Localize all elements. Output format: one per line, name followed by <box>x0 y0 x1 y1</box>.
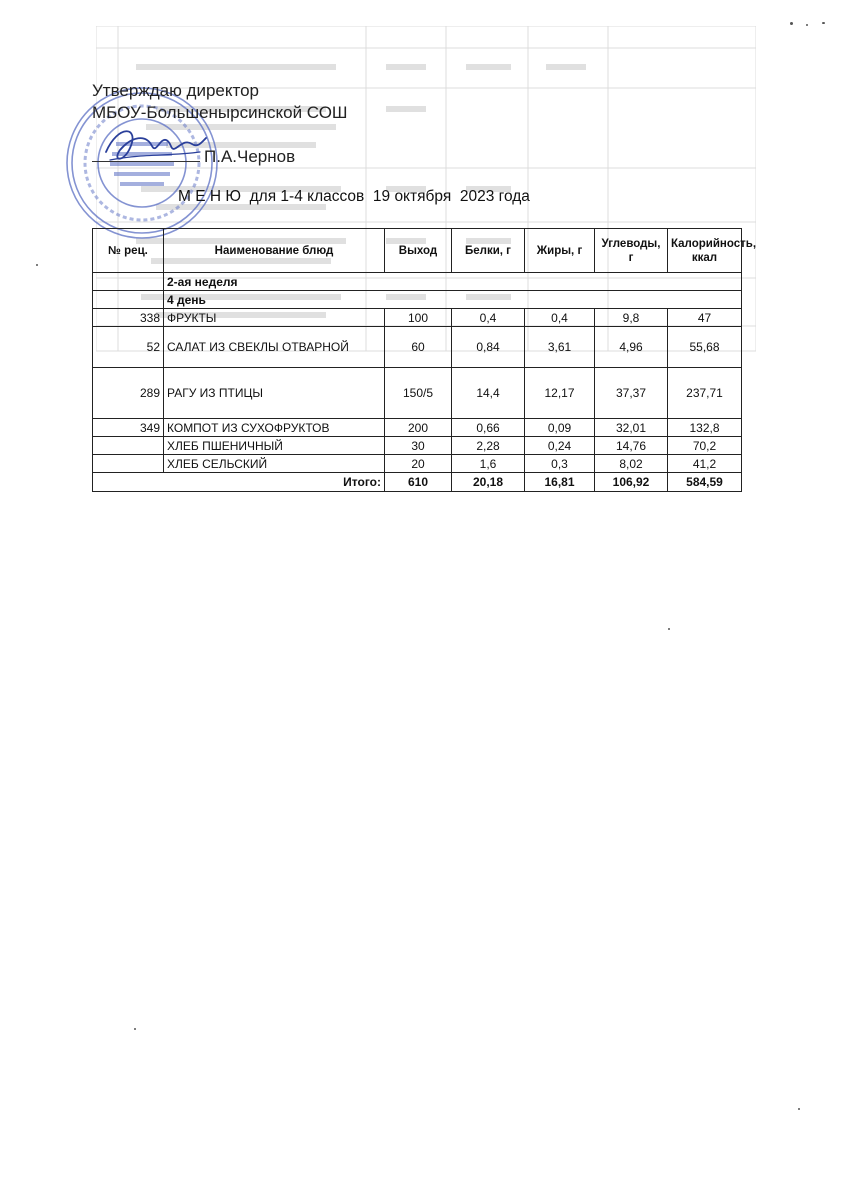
cell-kcal: 237,71 <box>668 368 742 419</box>
header-kcal: Калорийность, ккал <box>668 229 742 273</box>
total-row <box>93 473 742 492</box>
menu-table <box>92 228 757 492</box>
cell-dish: САЛАТ ИЗ СВЕКЛЫ ОТВАРНОЙ <box>164 327 385 368</box>
cell-dish: РАГУ ИЗ ПТИЦЫ <box>164 368 385 419</box>
header-fat: Жиры, г <box>525 229 595 273</box>
cell-output: 200 <box>385 419 452 437</box>
director-name: П.А.Чернов <box>204 147 296 166</box>
scan-speck <box>798 1108 800 1110</box>
cell-fat: 0,4 <box>525 309 595 327</box>
approval-line: Утверждаю директор <box>92 81 260 100</box>
cell-fat: 0,09 <box>525 419 595 437</box>
cell-recipe: 349 <box>93 419 164 437</box>
table-row <box>93 309 742 327</box>
cell-recipe <box>93 455 164 473</box>
cell-kcal: 55,68 <box>668 327 742 368</box>
cell-dish: ХЛЕБ ПШЕНИЧНЫЙ <box>164 437 385 455</box>
scan-speck <box>806 24 808 26</box>
header-recipe: № рец. <box>93 229 164 273</box>
cell-recipe: 289 <box>93 368 164 419</box>
cell-output: 100 <box>385 309 452 327</box>
header-dish: Наименование блюд <box>164 229 385 273</box>
menu-title: М Е Н Ю для 1-4 классов 19 октября 2023 года <box>178 188 530 205</box>
cell-fat: 3,61 <box>525 327 595 368</box>
day-label: 4 день <box>164 291 742 309</box>
cell-fat: 12,17 <box>525 368 595 419</box>
scan-speck <box>822 22 825 24</box>
cell-protein: 0,4 <box>452 309 525 327</box>
cell-output: 30 <box>385 437 452 455</box>
header-protein: Белки, г <box>452 229 525 273</box>
table-row <box>93 327 742 368</box>
day-row <box>93 291 742 309</box>
cell-protein: 14,4 <box>452 368 525 419</box>
cell-protein: 0,84 <box>452 327 525 368</box>
cell-carbs: 14,76 <box>595 437 668 455</box>
cell-fat: 0,3 <box>525 455 595 473</box>
table-row <box>93 455 742 473</box>
cell-protein: 0,66 <box>452 419 525 437</box>
school-name: МБОУ-Большенырсинской СОШ <box>92 103 348 122</box>
cell-output: 20 <box>385 455 452 473</box>
cell-kcal: 70,2 <box>668 437 742 455</box>
cell-carbs: 37,37 <box>595 368 668 419</box>
scan-speck <box>668 628 670 630</box>
signature-line <box>92 146 348 168</box>
cell-carbs: 8,02 <box>595 455 668 473</box>
cell-protein: 2,28 <box>452 437 525 455</box>
scan-speck <box>36 264 38 266</box>
cell-dish: ФРУКТЫ <box>164 309 385 327</box>
total-output: 610 <box>385 473 452 492</box>
table-row <box>93 368 742 419</box>
cell-protein: 1,6 <box>452 455 525 473</box>
cell-output: 150/5 <box>385 368 452 419</box>
header-output: Выход <box>385 229 452 273</box>
cell-fat: 0,24 <box>525 437 595 455</box>
cell-kcal: 132,8 <box>668 419 742 437</box>
cell-kcal: 41,2 <box>668 455 742 473</box>
signature-underline <box>92 147 200 162</box>
total-label: Итого: <box>93 473 385 492</box>
scan-speck <box>790 22 793 25</box>
header-carbs: Углеводы, г <box>595 229 668 273</box>
table-header-row <box>93 229 742 273</box>
total-kcal: 584,59 <box>668 473 742 492</box>
cell-dish: КОМПОТ ИЗ СУХОФРУКТОВ <box>164 419 385 437</box>
total-protein: 20,18 <box>452 473 525 492</box>
week-row <box>93 273 742 291</box>
cell-recipe <box>93 437 164 455</box>
cell-recipe: 338 <box>93 309 164 327</box>
cell-carbs: 32,01 <box>595 419 668 437</box>
cell-carbs: 9,8 <box>595 309 668 327</box>
cell-output: 60 <box>385 327 452 368</box>
week-label: 2-ая неделя <box>164 273 742 291</box>
total-fat: 16,81 <box>525 473 595 492</box>
table-row <box>93 419 742 437</box>
table-row <box>93 437 742 455</box>
cell-dish: ХЛЕБ СЕЛЬСКИЙ <box>164 455 385 473</box>
cell-kcal: 47 <box>668 309 742 327</box>
cell-recipe: 52 <box>93 327 164 368</box>
scan-speck <box>134 1028 136 1030</box>
cell-carbs: 4,96 <box>595 327 668 368</box>
total-carbs: 106,92 <box>595 473 668 492</box>
approval-block <box>92 80 348 168</box>
